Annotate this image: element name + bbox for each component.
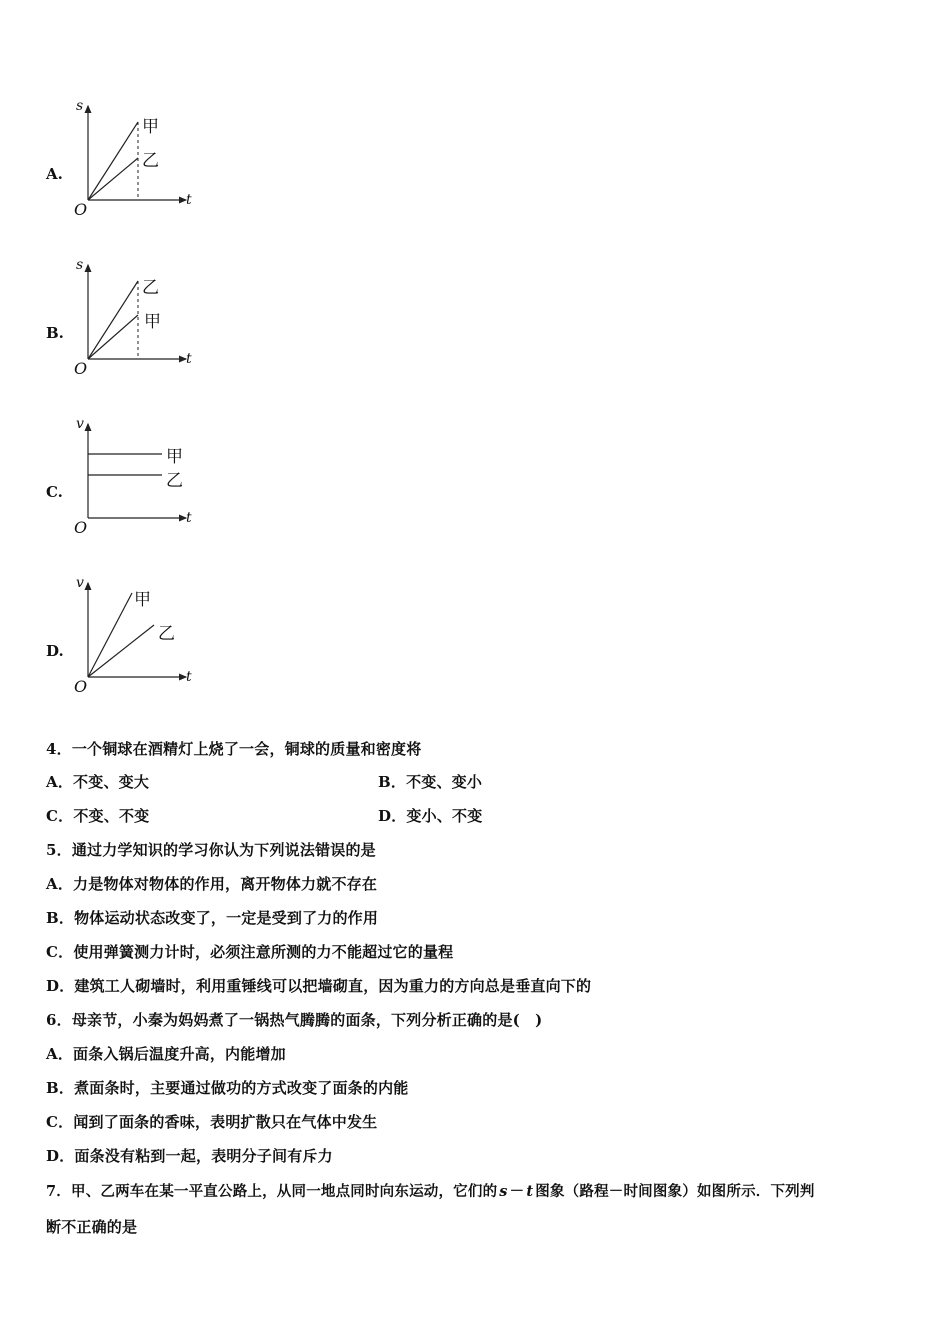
graph-b-svg (70, 259, 200, 379)
question-5-option-a: A．力是物体对物体的作用，离开物体力就不存在 (46, 875, 378, 893)
series-label-lower: 乙 (166, 471, 183, 491)
origin-label: O (74, 200, 88, 219)
s-t-graph-b (70, 259, 200, 379)
v-t-graph-d (70, 577, 200, 697)
question-4-option-a: A．不变、变大 (46, 773, 150, 791)
question-6-option-a: A．面条入锅后温度升高，内能增加 (46, 1045, 286, 1063)
series-line-upper (88, 122, 138, 200)
question-5-option-c: C．使用弹簧测力计时，必须注意所测的力不能超过它的量程 (46, 943, 454, 961)
question-6-stem: 6．母亲节，小秦为妈妈煮了一锅热气腾腾的面条，下列分析正确的是( ) (46, 1011, 543, 1029)
q7-symbol-t: t (526, 1183, 534, 1200)
series-line-lower (88, 315, 138, 359)
question-4-option-d: D．变小、不变 (378, 807, 483, 825)
x-axis-label: t (186, 669, 192, 685)
question-6-option-b: B．煮面条时，主要通过做功的方式改变了面条的内能 (46, 1079, 409, 1097)
x-axis-label: t (186, 192, 192, 208)
series-label-lower: 甲 (144, 312, 161, 332)
q7-symbol-s: s (499, 1183, 508, 1200)
y-axis-label: s (76, 257, 84, 273)
q7-text-part-1: 7．甲、乙两车在某一平直公路上，从同一地点同时向东运动，它们的 (46, 1183, 498, 1200)
series-label-lower: 乙 (142, 151, 159, 171)
q7-symbol-dash: － (509, 1183, 525, 1200)
option-b-letter: B. (46, 324, 64, 342)
y-axis-label: s (76, 98, 84, 114)
series-label-upper: 甲 (166, 447, 183, 467)
option-a-letter: A. (46, 165, 63, 183)
series-line-upper (88, 593, 132, 677)
question-5-stem: 5．通过力学知识的学习你认为下列说法错误的是 (46, 841, 376, 859)
question-7-stem-line-2: 断不正确的是 (46, 1218, 138, 1236)
series-line-lower (88, 625, 154, 677)
x-axis-label: t (186, 351, 192, 367)
v-t-graph-c (70, 418, 200, 538)
question-4-option-c: C．不变、不变 (46, 807, 150, 825)
series-label-lower: 乙 (158, 624, 175, 644)
question-7-stem-line-1 (46, 1180, 815, 1201)
q7-text-part-2: 图象（路程－时间图象）如图所示．下列判 (535, 1183, 815, 1200)
origin-label: O (74, 518, 88, 537)
question-4-stem: 4．一个铜球在酒精灯上烧了一会，铜球的质量和密度将 (46, 740, 422, 758)
y-axis-label: v (76, 416, 84, 432)
y-axis-label: v (76, 575, 84, 591)
origin-label: O (74, 359, 88, 378)
origin-label: O (74, 677, 88, 696)
question-5-option-d: D．建筑工人砌墙时，利用重锤线可以把墙砌直，因为重力的方向总是垂直向下的 (46, 977, 592, 995)
series-label-upper: 甲 (142, 117, 159, 137)
s-t-graph-a (70, 100, 200, 220)
question-6-option-c: C．闻到了面条的香味，表明扩散只在气体中发生 (46, 1113, 378, 1131)
option-d-letter: D. (46, 642, 64, 660)
series-label-upper: 甲 (134, 590, 151, 610)
question-5-option-b: B．物体运动状态改变了，一定是受到了力的作用 (46, 909, 379, 927)
series-label-upper: 乙 (142, 278, 159, 298)
x-axis-label: t (186, 510, 192, 526)
question-4-option-b: B．不变、变小 (378, 773, 483, 791)
graph-a-svg (70, 100, 200, 220)
series-line-upper (88, 281, 138, 359)
question-6-option-d: D．面条没有粘到一起，表明分子间有斥力 (46, 1147, 333, 1165)
option-c-letter: C. (46, 483, 63, 501)
series-line-lower (88, 158, 138, 200)
